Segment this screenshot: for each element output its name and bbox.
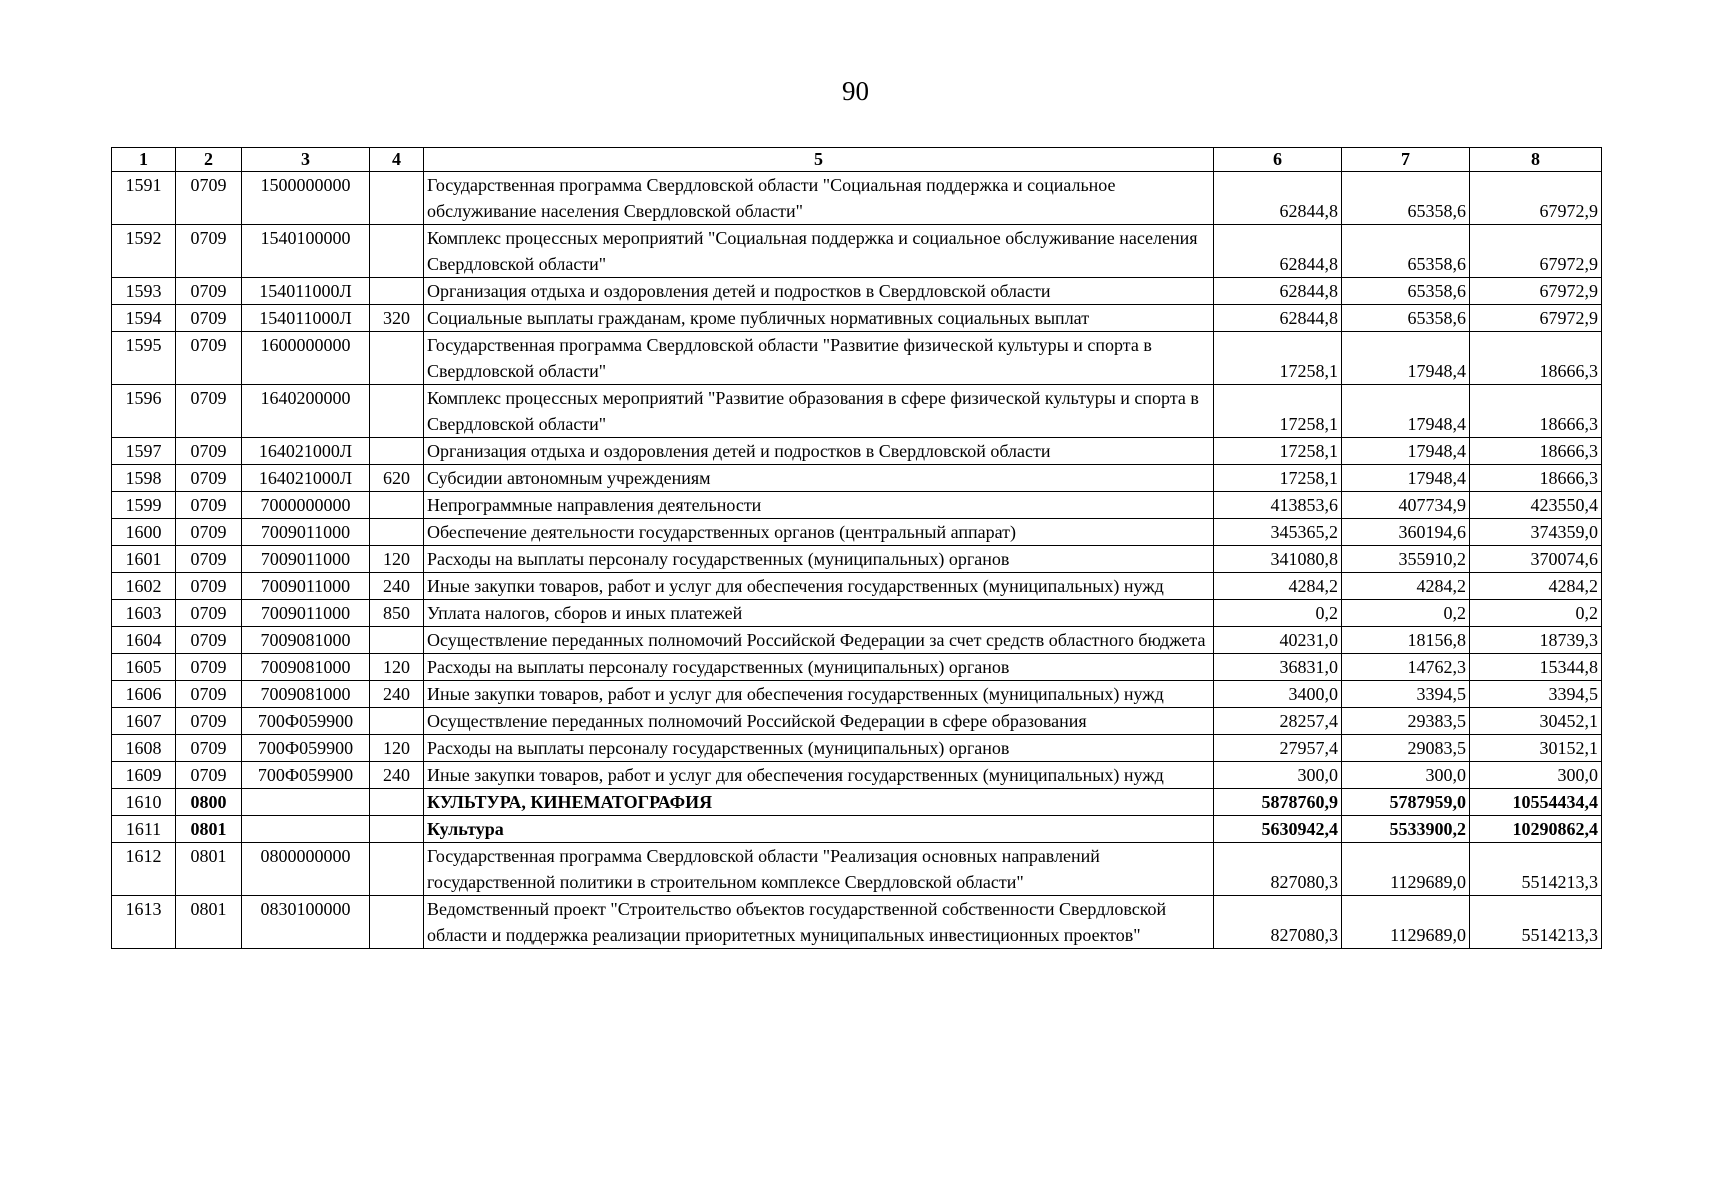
item-name-cell: Социальные выплаты гражданам, кроме публичных нормативных социальных выплат: [424, 305, 1214, 332]
section-code-cell: 0709: [176, 708, 242, 735]
amount-col6-cell: 0,2: [1214, 600, 1342, 627]
amount-col6-cell: 827080,3: [1214, 843, 1342, 896]
expense-type-cell: [370, 172, 424, 225]
table-row: [112, 789, 1602, 816]
section-code-cell: 0709: [176, 519, 242, 546]
table-row: [112, 627, 1602, 654]
amount-col7-cell: 4284,2: [1342, 573, 1470, 600]
amount-col8-cell: 15344,8: [1470, 654, 1602, 681]
row-number-cell: 1601: [112, 546, 176, 573]
expense-type-cell: 240: [370, 762, 424, 789]
amount-col8-cell: 67972,9: [1470, 305, 1602, 332]
target-article-cell: 7009081000: [242, 681, 370, 708]
amount-col6-cell: 27957,4: [1214, 735, 1342, 762]
target-article-cell: [242, 789, 370, 816]
budget-table: [111, 147, 1602, 949]
amount-col7-cell: 360194,6: [1342, 519, 1470, 546]
amount-col7-cell: 29383,5: [1342, 708, 1470, 735]
amount-col6-cell: 62844,8: [1214, 278, 1342, 305]
table-row: [112, 305, 1602, 332]
item-name-cell: Ведомственный проект "Строительство объектов государственной собственности Свердловской области и поддержка реализации приоритетных муниципальных инвестиционных проектов": [424, 896, 1214, 949]
item-name-cell: Комплекс процессных мероприятий "Социальная поддержка и социальное обслуживание населения Свердловской области": [424, 225, 1214, 278]
header-cell-8: 8: [1470, 148, 1602, 172]
amount-col6-cell: 17258,1: [1214, 438, 1342, 465]
section-code-cell: 0709: [176, 172, 242, 225]
section-code-cell: 0709: [176, 681, 242, 708]
table-row: [112, 600, 1602, 627]
section-code-cell: 0709: [176, 654, 242, 681]
amount-col7-cell: 5787959,0: [1342, 789, 1470, 816]
amount-col8-cell: 18666,3: [1470, 465, 1602, 492]
expense-type-cell: 320: [370, 305, 424, 332]
page-number: 90: [842, 76, 869, 106]
item-name-cell: Государственная программа Свердловской области "Реализация основных направлений государственной политики в строительном комплексе Свердловской области": [424, 843, 1214, 896]
item-name-cell: КУЛЬТУРА, КИНЕМАТОГРАФИЯ: [424, 789, 1214, 816]
item-name-cell: Расходы на выплаты персоналу государственных (муниципальных) органов: [424, 546, 1214, 573]
amount-col7-cell: 65358,6: [1342, 305, 1470, 332]
row-number-cell: 1592: [112, 225, 176, 278]
item-name-cell: Уплата налогов, сборов и иных платежей: [424, 600, 1214, 627]
amount-col7-cell: 65358,6: [1342, 278, 1470, 305]
expense-type-cell: 240: [370, 681, 424, 708]
amount-col8-cell: 423550,4: [1470, 492, 1602, 519]
amount-col8-cell: 10554434,4: [1470, 789, 1602, 816]
amount-col6-cell: 5630942,4: [1214, 816, 1342, 843]
target-article-cell: 7000000000: [242, 492, 370, 519]
amount-col8-cell: 67972,9: [1470, 172, 1602, 225]
target-article-cell: 1500000000: [242, 172, 370, 225]
item-name-cell: Организация отдыха и оздоровления детей и подростков в Свердловской области: [424, 278, 1214, 305]
expense-type-cell: [370, 278, 424, 305]
amount-col8-cell: 30152,1: [1470, 735, 1602, 762]
amount-col7-cell: 5533900,2: [1342, 816, 1470, 843]
amount-col7-cell: 300,0: [1342, 762, 1470, 789]
amount-col7-cell: 17948,4: [1342, 332, 1470, 385]
expense-type-cell: 240: [370, 573, 424, 600]
amount-col8-cell: 5514213,3: [1470, 896, 1602, 949]
row-number-cell: 1603: [112, 600, 176, 627]
row-number-cell: 1598: [112, 465, 176, 492]
item-name-cell: Государственная программа Свердловской области "Развитие физической культуры и спорта в Свердловской области": [424, 332, 1214, 385]
table-row: [112, 225, 1602, 278]
amount-col7-cell: 17948,4: [1342, 438, 1470, 465]
amount-col7-cell: 3394,5: [1342, 681, 1470, 708]
header-row: [112, 148, 1602, 172]
amount-col8-cell: 18666,3: [1470, 332, 1602, 385]
header-cell-7: 7: [1342, 148, 1470, 172]
section-code-cell: 0801: [176, 896, 242, 949]
amount-col6-cell: 28257,4: [1214, 708, 1342, 735]
amount-col8-cell: 10290862,4: [1470, 816, 1602, 843]
item-name-cell: Иные закупки товаров, работ и услуг для обеспечения государственных (муниципальных) нужд: [424, 573, 1214, 600]
target-article-cell: 7009011000: [242, 600, 370, 627]
amount-col7-cell: 65358,6: [1342, 172, 1470, 225]
table-row: [112, 332, 1602, 385]
expense-type-cell: [370, 627, 424, 654]
row-number-cell: 1604: [112, 627, 176, 654]
row-number-cell: 1608: [112, 735, 176, 762]
row-number-cell: 1599: [112, 492, 176, 519]
table-row: [112, 492, 1602, 519]
item-name-cell: Осуществление переданных полномочий Российской Федерации в сфере образования: [424, 708, 1214, 735]
item-name-cell: Расходы на выплаты персоналу государственных (муниципальных) органов: [424, 654, 1214, 681]
expense-type-cell: [370, 896, 424, 949]
target-article-cell: 154011000Л: [242, 278, 370, 305]
row-number-cell: 1595: [112, 332, 176, 385]
row-number-cell: 1593: [112, 278, 176, 305]
amount-col8-cell: 5514213,3: [1470, 843, 1602, 896]
table-row: [112, 843, 1602, 896]
table-row: [112, 438, 1602, 465]
amount-col8-cell: 374359,0: [1470, 519, 1602, 546]
target-article-cell: 1600000000: [242, 332, 370, 385]
expense-type-cell: [370, 843, 424, 896]
amount-col8-cell: 67972,9: [1470, 278, 1602, 305]
amount-col6-cell: 40231,0: [1214, 627, 1342, 654]
target-article-cell: 164021000Л: [242, 465, 370, 492]
amount-col8-cell: 0,2: [1470, 600, 1602, 627]
amount-col6-cell: 827080,3: [1214, 896, 1342, 949]
target-article-cell: [242, 816, 370, 843]
target-article-cell: 7009081000: [242, 654, 370, 681]
amount-col8-cell: 4284,2: [1470, 573, 1602, 600]
amount-col7-cell: 29083,5: [1342, 735, 1470, 762]
item-name-cell: Осуществление переданных полномочий Российской Федерации за счет средств областного бюджета: [424, 627, 1214, 654]
amount-col7-cell: 355910,2: [1342, 546, 1470, 573]
amount-col8-cell: 18666,3: [1470, 438, 1602, 465]
row-number-cell: 1596: [112, 385, 176, 438]
expense-type-cell: [370, 789, 424, 816]
amount-col8-cell: 3394,5: [1470, 681, 1602, 708]
amount-col8-cell: 30452,1: [1470, 708, 1602, 735]
section-code-cell: 0709: [176, 278, 242, 305]
table-body: [112, 172, 1602, 949]
amount-col7-cell: 18156,8: [1342, 627, 1470, 654]
amount-col6-cell: 4284,2: [1214, 573, 1342, 600]
item-name-cell: Культура: [424, 816, 1214, 843]
expense-type-cell: 120: [370, 735, 424, 762]
section-code-cell: 0709: [176, 735, 242, 762]
item-name-cell: Расходы на выплаты персоналу государственных (муниципальных) органов: [424, 735, 1214, 762]
row-number-cell: 1612: [112, 843, 176, 896]
amount-col6-cell: 5878760,9: [1214, 789, 1342, 816]
item-name-cell: Иные закупки товаров, работ и услуг для обеспечения государственных (муниципальных) нужд: [424, 762, 1214, 789]
amount-col7-cell: 0,2: [1342, 600, 1470, 627]
item-name-cell: Обеспечение деятельности государственных органов (центральный аппарат): [424, 519, 1214, 546]
row-number-cell: 1602: [112, 573, 176, 600]
row-number-cell: 1611: [112, 816, 176, 843]
section-code-cell: 0709: [176, 573, 242, 600]
item-name-cell: Комплекс процессных мероприятий "Развитие образования в сфере физической культуры и спорта в Свердловской области": [424, 385, 1214, 438]
amount-col7-cell: 1129689,0: [1342, 896, 1470, 949]
section-code-cell: 0709: [176, 225, 242, 278]
target-article-cell: 0800000000: [242, 843, 370, 896]
section-code-cell: 0709: [176, 546, 242, 573]
target-article-cell: 700Ф059900: [242, 762, 370, 789]
section-code-cell: 0800: [176, 789, 242, 816]
target-article-cell: 7009011000: [242, 519, 370, 546]
table-row: [112, 385, 1602, 438]
row-number-cell: 1591: [112, 172, 176, 225]
header-cell-2: 2: [176, 148, 242, 172]
target-article-cell: 164021000Л: [242, 438, 370, 465]
expense-type-cell: [370, 492, 424, 519]
row-number-cell: 1610: [112, 789, 176, 816]
table-row: [112, 546, 1602, 573]
section-code-cell: 0709: [176, 385, 242, 438]
amount-col6-cell: 345365,2: [1214, 519, 1342, 546]
amount-col6-cell: 3400,0: [1214, 681, 1342, 708]
expense-type-cell: [370, 438, 424, 465]
row-number-cell: 1606: [112, 681, 176, 708]
amount-col8-cell: 300,0: [1470, 762, 1602, 789]
header-cell-3: 3: [242, 148, 370, 172]
section-code-cell: 0709: [176, 762, 242, 789]
target-article-cell: 7009011000: [242, 546, 370, 573]
row-number-cell: 1600: [112, 519, 176, 546]
amount-col6-cell: 62844,8: [1214, 225, 1342, 278]
table-row: [112, 681, 1602, 708]
item-name-cell: Непрограммные направления деятельности: [424, 492, 1214, 519]
row-number-cell: 1597: [112, 438, 176, 465]
table-row: [112, 762, 1602, 789]
expense-type-cell: [370, 332, 424, 385]
amount-col6-cell: 62844,8: [1214, 172, 1342, 225]
table-row: [112, 172, 1602, 225]
table-row: [112, 573, 1602, 600]
amount-col7-cell: 65358,6: [1342, 225, 1470, 278]
section-code-cell: 0709: [176, 465, 242, 492]
target-article-cell: 0830100000: [242, 896, 370, 949]
amount-col6-cell: 17258,1: [1214, 385, 1342, 438]
section-code-cell: 0709: [176, 492, 242, 519]
section-code-cell: 0709: [176, 438, 242, 465]
expense-type-cell: [370, 519, 424, 546]
amount-col8-cell: 370074,6: [1470, 546, 1602, 573]
row-number-cell: 1594: [112, 305, 176, 332]
expense-type-cell: [370, 225, 424, 278]
target-article-cell: 1640200000: [242, 385, 370, 438]
table-row: [112, 708, 1602, 735]
target-article-cell: 7009081000: [242, 627, 370, 654]
amount-col6-cell: 341080,8: [1214, 546, 1342, 573]
section-code-cell: 0801: [176, 843, 242, 896]
item-name-cell: Иные закупки товаров, работ и услуг для обеспечения государственных (муниципальных) нужд: [424, 681, 1214, 708]
table-row: [112, 465, 1602, 492]
header-cell-6: 6: [1214, 148, 1342, 172]
amount-col7-cell: 17948,4: [1342, 385, 1470, 438]
row-number-cell: 1609: [112, 762, 176, 789]
target-article-cell: 700Ф059900: [242, 708, 370, 735]
table-row: [112, 896, 1602, 949]
header-cell-4: 4: [370, 148, 424, 172]
amount-col6-cell: 17258,1: [1214, 465, 1342, 492]
table-row: [112, 816, 1602, 843]
table-row: [112, 278, 1602, 305]
expense-type-cell: 850: [370, 600, 424, 627]
table-row: [112, 735, 1602, 762]
row-number-cell: 1605: [112, 654, 176, 681]
amount-col8-cell: 18739,3: [1470, 627, 1602, 654]
item-name-cell: Организация отдыха и оздоровления детей и подростков в Свердловской области: [424, 438, 1214, 465]
row-number-cell: 1613: [112, 896, 176, 949]
amount-col7-cell: 1129689,0: [1342, 843, 1470, 896]
target-article-cell: 154011000Л: [242, 305, 370, 332]
amount-col6-cell: 17258,1: [1214, 332, 1342, 385]
amount-col8-cell: 18666,3: [1470, 385, 1602, 438]
target-article-cell: 700Ф059900: [242, 735, 370, 762]
amount-col6-cell: 62844,8: [1214, 305, 1342, 332]
item-name-cell: Государственная программа Свердловской области "Социальная поддержка и социальное обслуживание населения Свердловской области": [424, 172, 1214, 225]
item-name-cell: Субсидии автономным учреждениям: [424, 465, 1214, 492]
expense-type-cell: 620: [370, 465, 424, 492]
target-article-cell: 7009011000: [242, 573, 370, 600]
expense-type-cell: [370, 816, 424, 843]
expense-type-cell: 120: [370, 546, 424, 573]
amount-col7-cell: 407734,9: [1342, 492, 1470, 519]
amount-col6-cell: 36831,0: [1214, 654, 1342, 681]
amount-col6-cell: 300,0: [1214, 762, 1342, 789]
table-row: [112, 519, 1602, 546]
header-cell-5: 5: [424, 148, 1214, 172]
section-code-cell: 0801: [176, 816, 242, 843]
section-code-cell: 0709: [176, 600, 242, 627]
target-article-cell: 1540100000: [242, 225, 370, 278]
amount-col6-cell: 413853,6: [1214, 492, 1342, 519]
section-code-cell: 0709: [176, 332, 242, 385]
row-number-cell: 1607: [112, 708, 176, 735]
header-cell-1: 1: [112, 148, 176, 172]
expense-type-cell: 120: [370, 654, 424, 681]
table-row: [112, 654, 1602, 681]
section-code-cell: 0709: [176, 305, 242, 332]
amount-col7-cell: 14762,3: [1342, 654, 1470, 681]
section-code-cell: 0709: [176, 627, 242, 654]
expense-type-cell: [370, 708, 424, 735]
amount-col7-cell: 17948,4: [1342, 465, 1470, 492]
expense-type-cell: [370, 385, 424, 438]
amount-col8-cell: 67972,9: [1470, 225, 1602, 278]
